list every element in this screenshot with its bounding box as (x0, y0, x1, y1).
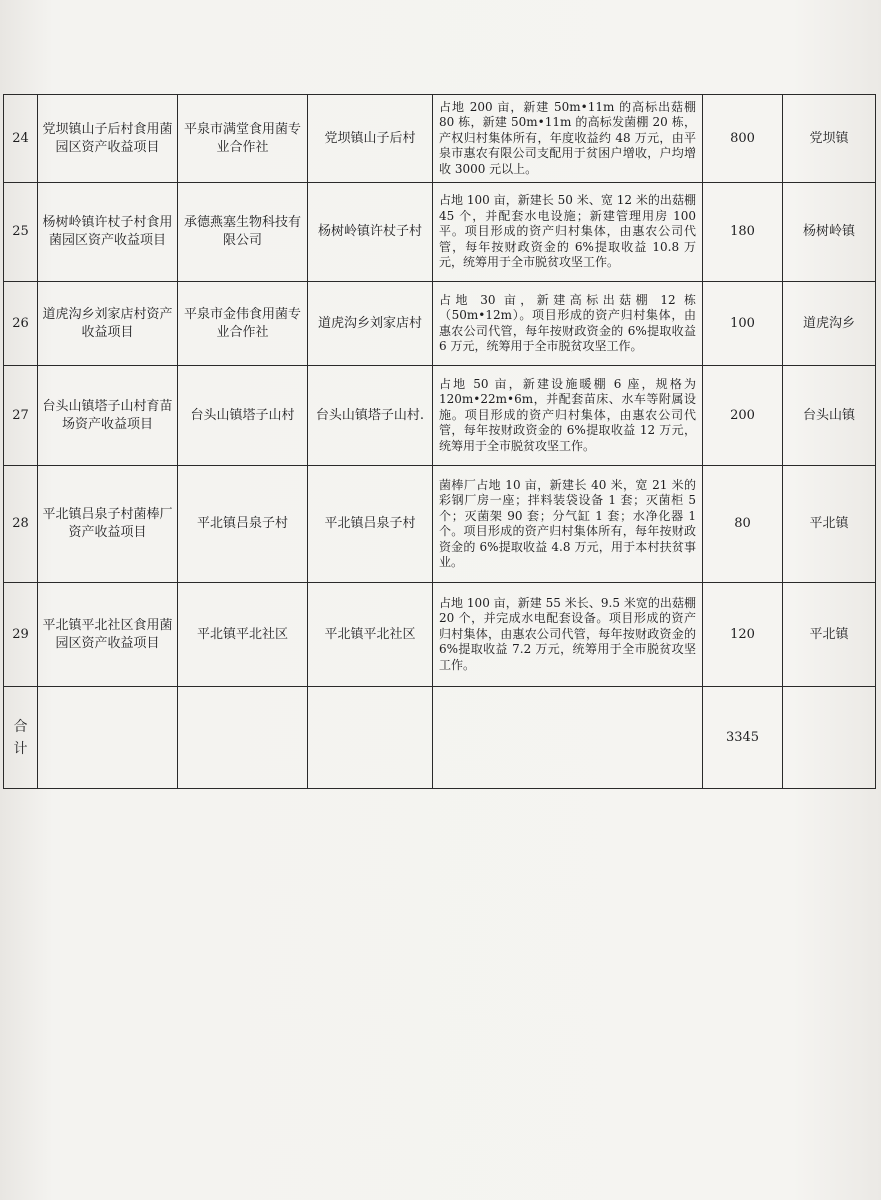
village-cell: 平北镇平北社区 (308, 583, 433, 687)
project-name-cell: 道虎沟乡刘家店村资产收益项目 (38, 282, 178, 366)
village-cell: 台头山镇塔子山村. (308, 366, 433, 466)
village-cell: 平北镇吕泉子村 (308, 466, 433, 583)
town-cell: 党坝镇 (783, 95, 876, 183)
table-body (4, 95, 876, 789)
project-name-cell: 平北镇吕泉子村菌棒厂资产收益项目 (38, 466, 178, 583)
village-cell: 杨树岭镇许杖子村 (308, 183, 433, 282)
table-row (4, 366, 876, 466)
amount-cell: 100 (703, 282, 783, 366)
table-row (4, 466, 876, 583)
project-name-cell: 党坝镇山子后村食用菌园区资产收益项目 (38, 95, 178, 183)
total-label-char-2: 计 (13, 740, 28, 757)
amount-cell: 800 (703, 95, 783, 183)
row-number: 26 (4, 282, 38, 366)
town-cell: 平北镇 (783, 466, 876, 583)
row-number: 25 (4, 183, 38, 282)
construction-content-cell: 占地 50 亩，新建设施暖棚 6 座，规格为 120m•22m•6m，并配套苗床、水车等附属设施。项目形成的资产归村集体，由惠农公司代管，每年按财政资金的 6%提取收益 12 万元，统筹用于全市脱贫攻坚工作。 (433, 366, 703, 466)
town-cell: 杨树岭镇 (783, 183, 876, 282)
empty-cell (433, 687, 703, 789)
implementing-unit-cell: 承德燕塞生物科技有限公司 (178, 183, 308, 282)
town-cell: 平北镇 (783, 583, 876, 687)
implementing-unit-cell: 平北镇平北社区 (178, 583, 308, 687)
table-row (4, 282, 876, 366)
project-name-cell: 台头山镇塔子山村育苗场资产收益项目 (38, 366, 178, 466)
amount-cell: 180 (703, 183, 783, 282)
row-number: 27 (4, 366, 38, 466)
implementing-unit-cell: 平北镇吕泉子村 (178, 466, 308, 583)
construction-content-cell: 占地 30 亩，新建高标出菇棚 12 栋（50m•12m）。项目形成的资产归村集体，由惠农公司代管，每年按财政资金的 6%提取收益 6 万元，统筹用于全市脱贫攻坚工作。 (433, 282, 703, 366)
table-row (4, 183, 876, 282)
village-cell: 道虎沟乡刘家店村 (308, 282, 433, 366)
empty-cell (308, 687, 433, 789)
row-number: 28 (4, 466, 38, 583)
amount-cell: 80 (703, 466, 783, 583)
row-number: 24 (4, 95, 38, 183)
construction-content-cell: 占地 200 亩，新建 50m•11m 的高标出菇棚 80 栋，新建 50m•11m 的高标发菌棚 20 栋，产权归村集体所有，年度收益约 48 万元，由平泉市惠农有限公司支配用于贫困户增收，户均增收 3000 元以上。 (433, 95, 703, 183)
construction-content-cell: 占地 100 亩，新建长 50 米、宽 12 米的出菇棚 45 个，并配套水电设施；新建管理用房 100 平。项目形成的资产归村集体，由惠农公司代管，每年按财政资金的 6%提取收益 10.8 万元，统筹用于全市脱贫攻坚工作。 (433, 183, 703, 282)
amount-cell: 200 (703, 366, 783, 466)
row-number: 29 (4, 583, 38, 687)
total-row (4, 687, 876, 789)
project-name-cell: 杨树岭镇许杖子村食用菌园区资产收益项目 (38, 183, 178, 282)
table-row (4, 95, 876, 183)
empty-cell (178, 687, 308, 789)
empty-cell (783, 687, 876, 789)
town-cell: 道虎沟乡 (783, 282, 876, 366)
implementing-unit-cell: 平泉市金伟食用菌专业合作社 (178, 282, 308, 366)
project-name-cell: 平北镇平北社区食用菌园区资产收益项目 (38, 583, 178, 687)
construction-content-cell: 菌棒厂占地 10 亩，新建长 40 米，宽 21 米的彩钢厂房一座；拌料装袋设备 1 套；灭菌柜 5 个；灭菌架 90 套；分气缸 1 套；水净化器 1 个。项目形成的资产归村集体所有，每年按财政资金的 6%提取收益 4.8 万元，用于本村扶贫事业。 (433, 466, 703, 583)
total-label (4, 687, 38, 789)
project-table (3, 94, 876, 789)
total-amount-cell: 3345 (703, 687, 783, 789)
town-cell: 台头山镇 (783, 366, 876, 466)
table-row (4, 583, 876, 687)
total-label-char-1: 合 (13, 718, 28, 735)
implementing-unit-cell: 台头山镇塔子山村 (178, 366, 308, 466)
implementing-unit-cell: 平泉市满堂食用菌专业合作社 (178, 95, 308, 183)
empty-cell (38, 687, 178, 789)
amount-cell: 120 (703, 583, 783, 687)
village-cell: 党坝镇山子后村 (308, 95, 433, 183)
construction-content-cell: 占地 100 亩，新建 55 米长、9.5 米宽的出菇棚 20 个，并完成水电配套设备。项目形成的资产归村集体，由惠农公司代管，每年按财政资金的 6%提取收益 7.2 万元，统筹用于全市脱贫攻坚工作。 (433, 583, 703, 687)
